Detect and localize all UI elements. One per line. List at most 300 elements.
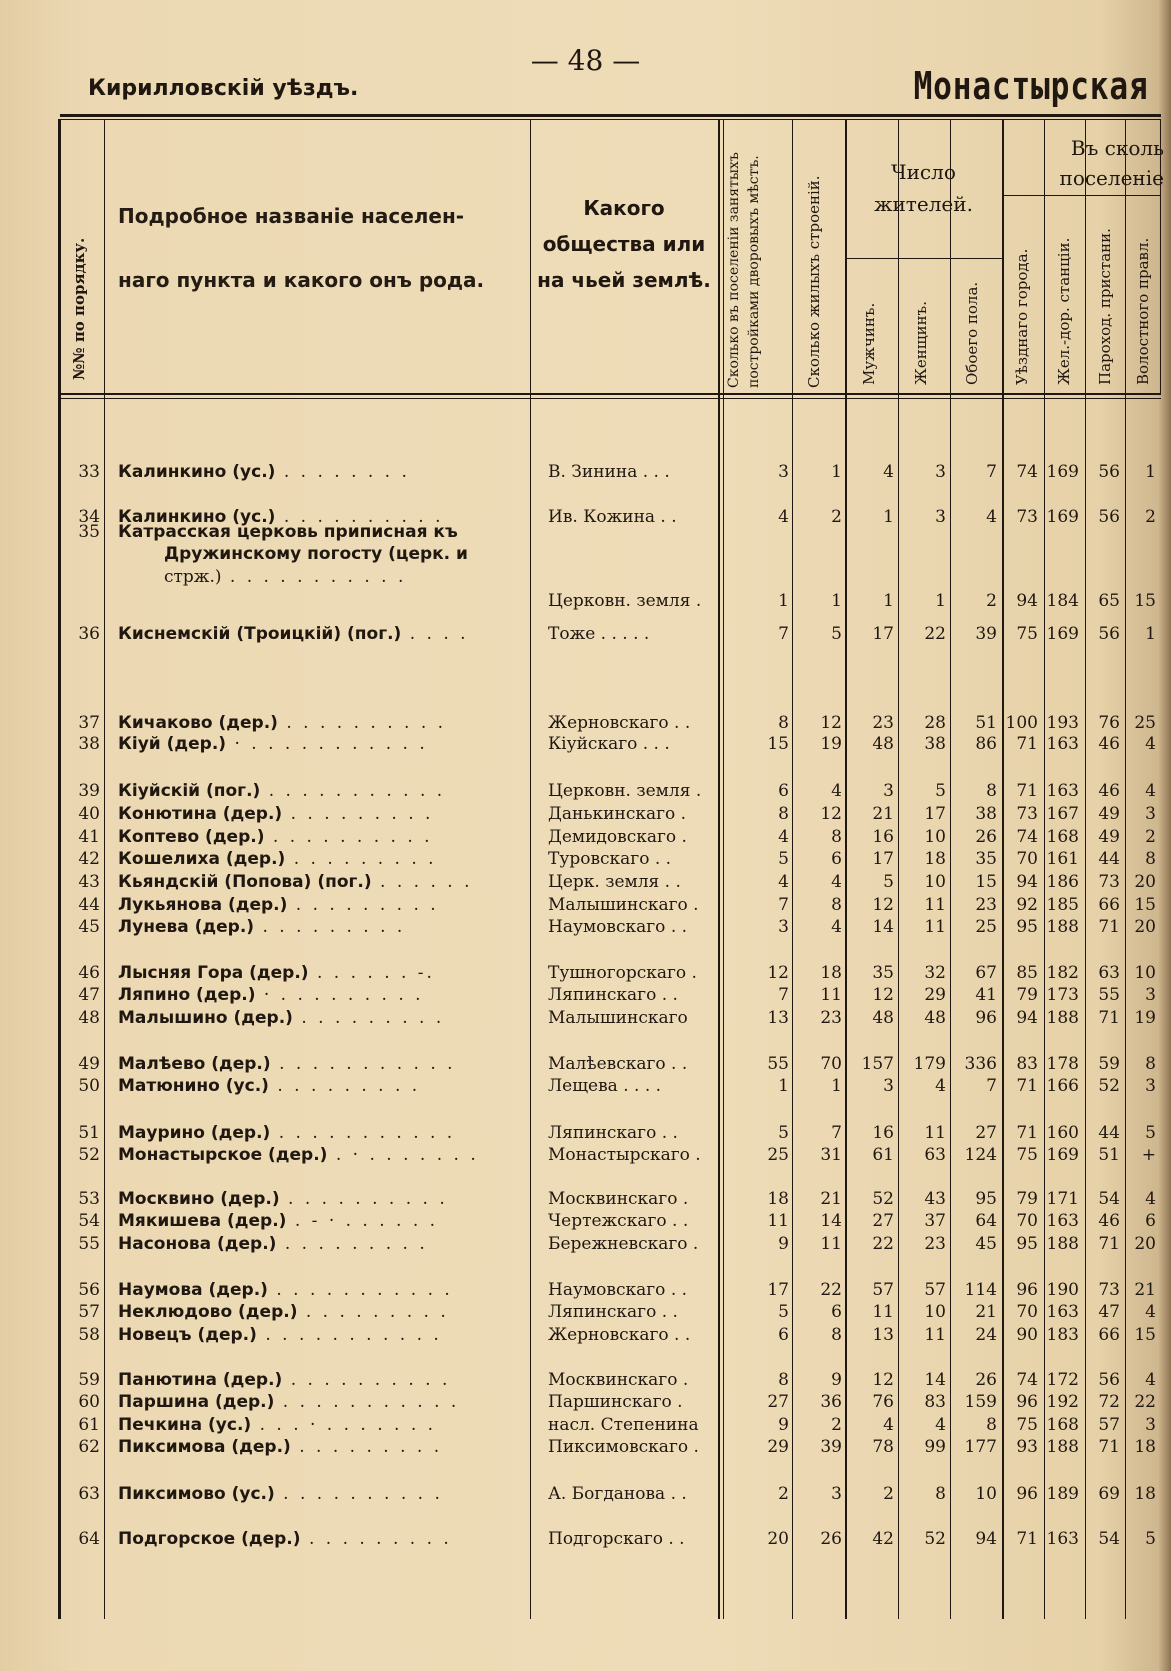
row-name <box>118 1392 459 1412</box>
cell-m: 17 <box>872 624 894 644</box>
row-name-text: Киснемскій (Троицкій) (пог.) <box>118 624 402 644</box>
row-number: 52 <box>78 1145 100 1165</box>
row-name-text: Паршина (дер.) <box>118 1392 275 1412</box>
cell-bld: 9 <box>831 1370 842 1390</box>
cell-bld: 19 <box>820 734 842 754</box>
cell-plots: 8 <box>778 804 789 824</box>
cell-m: 48 <box>872 734 894 754</box>
cell-bld: 22 <box>820 1280 842 1300</box>
cell-f: 99 <box>924 1437 946 1457</box>
cell-b: 38 <box>975 804 997 824</box>
cell-plots: 29 <box>767 1437 789 1457</box>
row-society: Малѣевскаго . . <box>548 1054 688 1074</box>
cell-st: 173 <box>1046 985 1079 1005</box>
leader-dots: . . . . . . . . . . . <box>270 1123 456 1143</box>
row-name-text: Неклюдово (дер.) <box>118 1302 298 1322</box>
leader-dots: . . . . . . . . . . <box>282 1370 451 1390</box>
cell-f: 4 <box>935 1076 946 1096</box>
cell-f: 32 <box>924 963 946 983</box>
cell-vol: 19 <box>1134 1008 1156 1028</box>
cell-vol: 15 <box>1134 1325 1156 1345</box>
row-name <box>118 624 469 644</box>
cell-f: 37 <box>924 1211 946 1231</box>
row-name-text: Матюнино (ус.) <box>118 1076 269 1096</box>
cell-bld: 8 <box>831 895 842 915</box>
leader-dots: . . . . . . . . . . . <box>267 1280 453 1300</box>
cell-town: 95 <box>1016 1234 1038 1254</box>
row-number: 54 <box>78 1211 100 1231</box>
cell-m: 76 <box>872 1392 894 1412</box>
row-number: 60 <box>78 1392 100 1412</box>
cell-vol: 4 <box>1145 1302 1156 1322</box>
cell-plots: 9 <box>778 1234 789 1254</box>
row-society: Паршинскаго . <box>548 1392 683 1412</box>
row-society: Малышинскаго <box>548 1008 688 1028</box>
row-number: 64 <box>78 1529 100 1549</box>
cell-town: 73 <box>1016 507 1038 527</box>
row-society: Малышинскаго . <box>548 895 699 915</box>
cell-pier: 72 <box>1098 1392 1120 1412</box>
cell-m: 5 <box>883 872 894 892</box>
cell-pier: 66 <box>1098 1325 1120 1345</box>
cell-f: 48 <box>924 1008 946 1028</box>
leader-dots: . . . · . . . . . . . <box>251 1415 437 1435</box>
cell-plots: 8 <box>778 713 789 733</box>
row-society: Жерновскаго . . <box>548 1325 691 1345</box>
cell-plots: 17 <box>767 1280 789 1300</box>
cell-vol: 15 <box>1134 591 1156 611</box>
leader-dots: · . . . . . . . . . <box>255 985 424 1005</box>
cell-plots: 27 <box>767 1392 789 1412</box>
cell-m: 16 <box>872 827 894 847</box>
row-society: Тушногорскаго . <box>548 963 697 983</box>
cell-st: 169 <box>1046 624 1079 644</box>
cell-f: 38 <box>924 734 946 754</box>
cell-st: 163 <box>1046 1211 1079 1231</box>
cell-b: 7 <box>986 1076 997 1096</box>
row-name <box>118 1008 444 1028</box>
cell-f: 179 <box>913 1054 946 1074</box>
header-distance-line2: поселеніе <box>1059 166 1164 190</box>
leader-dots: . . . . . . . . . <box>300 1529 452 1549</box>
cell-m: 22 <box>872 1234 894 1254</box>
cell-st: 167 <box>1046 804 1079 824</box>
table-top-rule <box>60 114 1161 117</box>
cell-m: 42 <box>872 1529 894 1549</box>
cell-vol: 1 <box>1145 624 1156 644</box>
row-number: 50 <box>78 1076 100 1096</box>
cell-bld: 3 <box>831 1484 842 1504</box>
cell-pier: 71 <box>1098 1008 1120 1028</box>
cell-vol: 3 <box>1145 1415 1156 1435</box>
cell-town: 83 <box>1016 1054 1038 1074</box>
cell-plots: 7 <box>778 624 789 644</box>
cell-vol: 2 <box>1145 507 1156 527</box>
cell-vol: 4 <box>1145 1189 1156 1209</box>
row-number: 45 <box>78 917 100 937</box>
row-number: 51 <box>78 1123 100 1143</box>
cell-st: 163 <box>1046 1302 1079 1322</box>
row-name-text: Панютина (дер.) <box>118 1370 283 1390</box>
cell-town: 70 <box>1016 1211 1038 1231</box>
cell-m: 12 <box>872 895 894 915</box>
cell-st: 168 <box>1046 1415 1079 1435</box>
cell-pier: 52 <box>1098 1076 1120 1096</box>
cell-st: 166 <box>1046 1076 1079 1096</box>
cell-plots: 4 <box>778 507 789 527</box>
cell-m: 13 <box>872 1325 894 1345</box>
row-name-text: Печкина (ус.) <box>118 1415 252 1435</box>
cell-st: 163 <box>1046 781 1079 801</box>
cell-m: 27 <box>872 1211 894 1231</box>
row-number: 36 <box>78 624 100 644</box>
cell-pier: 57 <box>1098 1415 1120 1435</box>
cell-b: 39 <box>975 624 997 644</box>
row-name-text: Наумова (дер.) <box>118 1280 268 1300</box>
column-divider <box>530 119 531 1619</box>
column-divider <box>104 119 105 1619</box>
cell-m: 48 <box>872 1008 894 1028</box>
cell-bld: 23 <box>820 1008 842 1028</box>
header-society-line1: Какого <box>583 196 665 220</box>
row-number: 44 <box>78 895 100 915</box>
cell-m: 157 <box>861 1054 894 1074</box>
cell-m: 78 <box>872 1437 894 1457</box>
row-society: Москвинскаго . <box>548 1370 689 1390</box>
cell-pier: 55 <box>1098 985 1120 1005</box>
cell-vol: 22 <box>1134 1392 1156 1412</box>
row-name <box>118 1211 438 1231</box>
row-society: Ив. Кожина . . <box>548 507 677 527</box>
row-number: 39 <box>78 781 100 801</box>
cell-m: 1 <box>883 507 894 527</box>
cell-plots: 18 <box>767 1189 789 1209</box>
cell-bld: 14 <box>820 1211 842 1231</box>
cell-vol: 20 <box>1134 872 1156 892</box>
cell-f: 10 <box>924 872 946 892</box>
header-distance <box>1002 133 1171 193</box>
row-society: А. Богданова . . <box>548 1484 687 1504</box>
cell-st: 193 <box>1046 713 1079 733</box>
cell-vol: 3 <box>1145 985 1156 1005</box>
header-society-line2: общества или <box>542 232 706 256</box>
row-name <box>118 1325 442 1345</box>
cell-bld: 6 <box>831 849 842 869</box>
row-name <box>118 781 445 801</box>
cell-m: 12 <box>872 985 894 1005</box>
cell-plots: 6 <box>778 781 789 801</box>
row-society: Церк. земля . . <box>548 872 681 892</box>
row-name-text: Конютина (дер.) <box>118 804 283 824</box>
row-name-text: Монастырское (дер.) <box>118 1145 328 1165</box>
row-number: 55 <box>78 1234 100 1254</box>
cell-b: 25 <box>975 917 997 937</box>
cell-town: 71 <box>1016 734 1038 754</box>
cell-vol: 25 <box>1134 713 1156 733</box>
cell-f: 14 <box>924 1370 946 1390</box>
cell-vol: 4 <box>1145 781 1156 801</box>
cell-pier: 46 <box>1098 781 1120 801</box>
cell-b: 24 <box>975 1325 997 1345</box>
cell-town: 93 <box>1016 1437 1038 1457</box>
cell-m: 52 <box>872 1189 894 1209</box>
cell-pier: 46 <box>1098 734 1120 754</box>
header-distance-line1: Въ сколь <box>1070 136 1164 160</box>
leader-dots: . . . . <box>401 624 469 644</box>
row-society: Ляпинскаго . . <box>548 1302 678 1322</box>
row-society: Кіуйскаго . . . <box>548 734 670 754</box>
cell-m: 61 <box>872 1145 894 1165</box>
cell-pier: 56 <box>1098 1370 1120 1390</box>
cell-st: 169 <box>1046 1145 1079 1165</box>
cell-m: 23 <box>872 713 894 733</box>
leader-dots: . . . . . . . . . . <box>274 1484 443 1504</box>
cell-bld: 26 <box>820 1529 842 1549</box>
cell-plots: 7 <box>778 985 789 1005</box>
cell-vol: 2 <box>1145 827 1156 847</box>
row-society: Туровскаго . . <box>548 849 672 869</box>
cell-bld: 6 <box>831 1302 842 1322</box>
header-residents <box>845 156 1002 220</box>
cell-f: 10 <box>924 1302 946 1322</box>
cell-f: 57 <box>924 1280 946 1300</box>
row-society: Наумовскаго . . <box>548 917 688 937</box>
cell-town: 94 <box>1016 872 1038 892</box>
row-name-text: Кьяндскій (Попова) (пог.) <box>118 872 372 892</box>
cell-plots: 20 <box>767 1529 789 1549</box>
cell-plots: 5 <box>778 1123 789 1143</box>
leader-dots: . . . . . . . . . . . <box>256 1325 442 1345</box>
cell-town: 95 <box>1016 917 1038 937</box>
cell-f: 11 <box>924 895 946 915</box>
cell-town: 71 <box>1016 1123 1038 1143</box>
header-num: №№ по порядку. <box>70 237 88 380</box>
cell-bld: 39 <box>820 1437 842 1457</box>
cell-plots: 6 <box>778 1325 789 1345</box>
cell-bld: 4 <box>831 781 842 801</box>
header-bottom-rule <box>60 393 1161 395</box>
cell-b: 2 <box>986 591 997 611</box>
row-name <box>118 713 446 733</box>
cell-plots: 1 <box>778 1076 789 1096</box>
cell-pier: 69 <box>1098 1484 1120 1504</box>
row-name <box>118 1189 448 1209</box>
row-name-text: Новецъ (дер.) <box>118 1325 257 1345</box>
cell-town: 100 <box>1005 713 1038 733</box>
cell-bld: 2 <box>831 1415 842 1435</box>
cell-m: 3 <box>883 1076 894 1096</box>
row-name-text: Лысняя Гора (дер.) <box>118 963 309 983</box>
cell-town: 94 <box>1016 1008 1038 1028</box>
row-number: 41 <box>78 827 100 847</box>
page-number: — 48 — <box>530 44 641 77</box>
header-society <box>534 190 714 298</box>
cell-town: 71 <box>1016 1076 1038 1096</box>
header-male: Мужчинъ. <box>860 302 878 385</box>
cell-vol: 6 <box>1145 1211 1156 1231</box>
cell-b: 41 <box>975 985 997 1005</box>
leader-dots: . . . . . . . . . . <box>277 713 447 733</box>
district-title: Кирилловскій уѣздъ. <box>88 76 359 101</box>
header-town: Уѣзднаго города. <box>1013 248 1031 385</box>
cell-bld: 11 <box>820 985 842 1005</box>
header-volost: Волостного правл. <box>1134 237 1152 385</box>
header-residents-line2: жителей. <box>874 192 973 216</box>
cell-pier: 56 <box>1098 624 1120 644</box>
cell-f: 1 <box>935 591 946 611</box>
leader-dots: . . . . . . . . . <box>297 1302 449 1322</box>
cell-vol: 15 <box>1134 895 1156 915</box>
cell-b: 27 <box>975 1123 997 1143</box>
leader-dots: . . . . . . . . . <box>268 1076 421 1096</box>
cell-b: 35 <box>975 849 997 869</box>
row-name-text: Коптево (дер.) <box>118 827 265 847</box>
header-bottom-rule-thin <box>60 398 1161 399</box>
cell-st: 189 <box>1046 1484 1079 1504</box>
row-name-text: Малышино (дер.) <box>118 1008 293 1028</box>
row-society: Данькинскаго . <box>548 804 687 824</box>
row-name <box>118 1280 453 1300</box>
cell-plots: 9 <box>778 1415 789 1435</box>
cell-vol: 5 <box>1145 1123 1156 1143</box>
cell-f: 29 <box>924 985 946 1005</box>
cell-f: 8 <box>935 1484 946 1504</box>
row-society: Демидовскаго . <box>548 827 687 847</box>
cell-bld: 12 <box>820 804 842 824</box>
cell-town: 70 <box>1016 1302 1038 1322</box>
row-number: 57 <box>78 1302 100 1322</box>
cell-b: 10 <box>975 1484 997 1504</box>
header-name-line1: Подробное названіе населен- <box>118 204 465 228</box>
row-name <box>118 985 424 1005</box>
row-name <box>118 462 410 482</box>
cell-m: 1 <box>883 591 894 611</box>
cell-b: 4 <box>986 507 997 527</box>
cell-b: 124 <box>964 1145 997 1165</box>
cell-st: 192 <box>1046 1392 1079 1412</box>
row-number: 63 <box>78 1484 100 1504</box>
row-name-cont-text: стрж.) <box>164 567 222 587</box>
row-number: 46 <box>78 963 100 983</box>
cell-b: 7 <box>986 462 997 482</box>
cell-vol: 20 <box>1134 917 1156 937</box>
row-name-text: Кошелиха (дер.) <box>118 849 286 869</box>
cell-st: 171 <box>1046 1189 1079 1209</box>
residents-group-rule <box>845 258 1002 259</box>
row-number: 48 <box>78 1008 100 1028</box>
row-number: 59 <box>78 1370 100 1390</box>
header-pier: Пароход. пристани. <box>1096 228 1114 385</box>
cell-f: 23 <box>924 1234 946 1254</box>
row-name <box>118 1123 455 1143</box>
cell-vol: 8 <box>1145 1054 1156 1074</box>
row-name-text: Лукьянова (дер.) <box>118 895 288 915</box>
cell-vol: 4 <box>1145 734 1156 754</box>
leader-dots: . . . . . . . . . <box>276 1234 428 1254</box>
leader-dots: . . . . . . . . . <box>292 1008 445 1028</box>
cell-vol: 1 <box>1145 462 1156 482</box>
row-number: 61 <box>78 1415 100 1435</box>
cell-st: 188 <box>1046 1234 1079 1254</box>
row-society: Церковн. земля . <box>548 781 702 801</box>
cell-pier: 56 <box>1098 462 1120 482</box>
cell-f: 43 <box>924 1189 946 1209</box>
header-residents-line1: Число <box>891 160 956 184</box>
cell-m: 35 <box>872 963 894 983</box>
row-name-cont <box>164 567 406 587</box>
row-society: Подгорскаго . . <box>548 1529 685 1549</box>
leader-dots: . . . . . . . . <box>275 462 410 482</box>
row-name <box>118 827 433 847</box>
cell-bld: 8 <box>831 827 842 847</box>
cell-plots: 3 <box>778 917 789 937</box>
cell-f: 18 <box>924 849 946 869</box>
cell-pier: 71 <box>1098 1234 1120 1254</box>
cell-m: 4 <box>883 1415 894 1435</box>
cell-pier: 49 <box>1098 804 1120 824</box>
row-number: 40 <box>78 804 100 824</box>
cell-st: 163 <box>1046 1529 1079 1549</box>
cell-f: 3 <box>935 462 946 482</box>
row-name-cont: Дружинскому погосту (церк. и <box>164 544 468 564</box>
row-society: Наумовскаго . . <box>548 1280 688 1300</box>
row-society: Бережневскаго . <box>548 1234 699 1254</box>
cell-town: 75 <box>1016 1415 1038 1435</box>
cell-st: 188 <box>1046 1437 1079 1457</box>
cell-b: 23 <box>975 895 997 915</box>
cell-pier: 71 <box>1098 1437 1120 1457</box>
row-society: Тоже . . . . . <box>548 624 650 644</box>
row-name-text: Кіуй (дер.) <box>118 734 227 754</box>
cell-bld: 70 <box>820 1054 842 1074</box>
row-society: В. Зинина . . . <box>548 462 670 482</box>
row-number: 42 <box>78 849 100 869</box>
leader-dots: . . . . . . . . . . . <box>270 1054 456 1074</box>
cell-pier: 59 <box>1098 1054 1120 1074</box>
row-name <box>118 1437 442 1457</box>
row-society: Пиксимовскаго . <box>548 1437 699 1457</box>
row-name <box>118 1076 420 1096</box>
cell-vol: 10 <box>1134 963 1156 983</box>
row-society: Москвинскаго . <box>548 1189 689 1209</box>
cell-plots: 5 <box>778 1302 789 1322</box>
cell-f: 63 <box>924 1145 946 1165</box>
cell-plots: 11 <box>767 1211 789 1231</box>
cell-town: 96 <box>1016 1392 1038 1412</box>
leader-dots: . - · . . . . . . <box>286 1211 439 1231</box>
section-title: Монастырская <box>914 64 1149 108</box>
cell-vol: 20 <box>1134 1234 1156 1254</box>
cell-b: 26 <box>975 1370 997 1390</box>
cell-plots: 12 <box>767 963 789 983</box>
cell-bld: 8 <box>831 1325 842 1345</box>
row-name <box>118 849 437 869</box>
cell-st: 190 <box>1046 1280 1079 1300</box>
cell-pier: 71 <box>1098 917 1120 937</box>
row-society: Чертежскаго . . <box>548 1211 689 1231</box>
cell-bld: 1 <box>831 1076 842 1096</box>
leader-dots: . . . . . . . . . <box>282 804 434 824</box>
row-number: 49 <box>78 1054 100 1074</box>
cell-f: 22 <box>924 624 946 644</box>
row-name <box>118 804 433 824</box>
row-number: 37 <box>78 713 100 733</box>
cell-town: 70 <box>1016 849 1038 869</box>
row-name-text: Москвино (дер.) <box>118 1189 280 1209</box>
cell-st: 183 <box>1046 1325 1079 1345</box>
cell-bld: 11 <box>820 1234 842 1254</box>
row-name <box>118 1145 479 1165</box>
